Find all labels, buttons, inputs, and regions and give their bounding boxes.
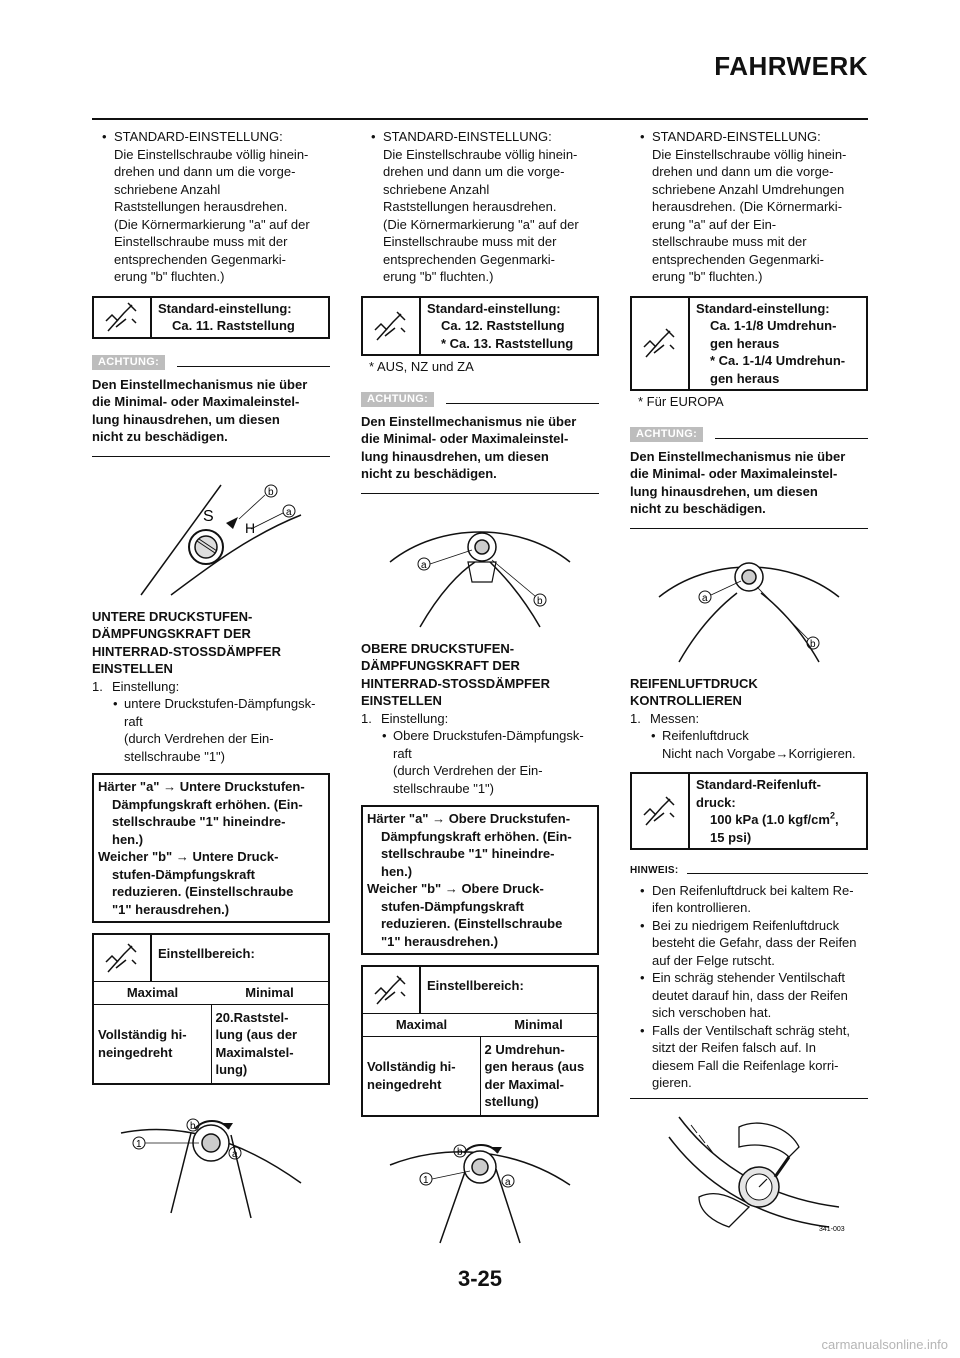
callout-1: 1 [423, 1174, 429, 1186]
callout-b: b [457, 1146, 463, 1158]
section-title: REIFENLUFTDRUCK KONTROLLIEREN [630, 675, 758, 708]
spec-value-alt: * Ca. 13. Raststellung [441, 335, 574, 351]
hint-rule [687, 873, 868, 874]
warning-tag: ACHTUNG: [92, 355, 165, 370]
range-label: Einstellbereich: [158, 946, 255, 961]
range-min-value: 2 Umdrehun- gen heraus (aus der Maximal- stellung) [484, 1041, 585, 1109]
wrench-icon [94, 298, 152, 337]
range-min-value: 20.Raststel- lung (aus der Maximalstel- lung) [215, 1009, 298, 1077]
spec-box [630, 296, 868, 392]
wrench-icon [632, 774, 690, 848]
softer-lead: Weicher "b" → Obere Druck- [367, 881, 544, 896]
page-number: 3-25 [457, 1266, 503, 1291]
hint-item: • Den Reifenluftdruck bei kaltem Re- ifen kontrollieren. [630, 882, 868, 917]
step [361, 710, 599, 728]
range-box [92, 933, 330, 1085]
warning-text: Den Einstellmechanismus nie über die Minimal- oder Maximaleinstel- lung hinausdrehen, um diesen nicht zu beschädigen. [92, 376, 330, 457]
tire-spec-psi: 15 psi) [710, 829, 752, 845]
range-label: Einstellbereich: [427, 978, 524, 993]
hint-item: • Ein schräg stehender Ventilschaft deutet darauf hin, dass der Reifen sich verschoben hat. [630, 969, 868, 1022]
tire-spec-tail: , [834, 812, 839, 827]
range-max-header: Maximal [126, 985, 179, 1000]
spec-value-alt: * Ca. 1-1/4 Umdrehun- gen heraus [710, 353, 846, 386]
warning-text: Den Einstellmechanismus nie über die Minimal- oder Maximaleinstel- lung hinausdrehen, um diesen nicht zu beschädigen. [630, 448, 868, 529]
callout-a: a [286, 506, 292, 518]
callout-1: 1 [136, 1138, 142, 1150]
right-adjuster-illustration [649, 537, 849, 667]
spec-value: Ca. 1-1/8 Umdrehun- gen heraus [710, 318, 837, 351]
tire-spec-sup: 2 [829, 810, 835, 821]
spec-box [92, 296, 330, 339]
step [630, 710, 868, 728]
adjustment-box [361, 805, 599, 955]
warning-rule [715, 438, 868, 439]
callout-a: a [505, 1176, 511, 1188]
lower-adjuster-illustration [111, 1093, 311, 1223]
step-label: Einstellung: [112, 678, 180, 694]
range-max-value: Vollständig hi- neingedreht [94, 1005, 212, 1083]
range-max-header: Maximal [395, 1017, 448, 1032]
warning-rule [177, 366, 330, 367]
harder-lead: Härter "a" → Untere Druckstufen- [98, 779, 305, 794]
spec-label: Standard-einstellung: [696, 300, 830, 316]
callout-b: b [537, 595, 543, 607]
footnote: * AUS, NZ und ZA [369, 359, 474, 374]
page-title: FAHRWERK [714, 51, 868, 81]
callout-a: a [702, 592, 708, 604]
step-number: 1. [361, 710, 372, 726]
wrench-icon [94, 935, 152, 981]
sub-bullet: • Reifenluftdruck [630, 727, 868, 745]
harder-lead: Härter "a" → Obere Druckstufen- [367, 811, 571, 826]
step-number: 1. [92, 678, 103, 694]
hint-item: • Bei zu niedrigem Reifenluftdruck besteht die Gefahr, dass der Reifen auf der Felge rutscht. [630, 917, 868, 970]
sub-bullet: • untere Druckstufen-Dämpfungsk- raft [92, 695, 330, 730]
tire-spec-value: 100 kPa (1.0 kgf/cm [710, 812, 830, 827]
upper-adjuster-turn-illustration [380, 1125, 580, 1245]
step-label: Einstellung: [381, 710, 449, 726]
warning-text: Den Einstellmechanismus nie über die Minimal- oder Maximaleinstel- lung hinausdrehen, um diesen nicht zu beschädigen. [361, 413, 599, 494]
spec-label: Standard-einstellung: [427, 300, 561, 316]
sub-bullet: • Obere Druckstufen-Dämpfungsk- raft [361, 727, 599, 762]
hint-item: • Falls der Ventilschaft schräg steht, sitzt der Reifen falsch auf. In diesem Fall die Reifenlage korri- gieren. [630, 1022, 868, 1092]
header-rule [92, 118, 868, 120]
tire-spec-label: Standard-Reifenluft- druck: [696, 777, 821, 810]
footnote: * Für EUROPA [638, 394, 724, 409]
tire-gauge-illustration [639, 1107, 859, 1237]
callout-a: a [421, 559, 427, 571]
wrench-icon [363, 967, 421, 1013]
adjustment-box [92, 773, 330, 923]
spec-value: Ca. 11. Raststellung [172, 318, 295, 333]
step-number: 1. [630, 710, 641, 726]
warning-rule [446, 403, 599, 404]
column-right [630, 128, 868, 1237]
hint-tag: HINWEIS: [630, 865, 679, 876]
spec-box [361, 296, 599, 357]
tire-spec-box [630, 772, 868, 850]
standard-setting-text: • STANDARD-EINSTELLUNG: Die Einstellschraube völlig hinein- drehen und dann um die vorge- schriebene Anzahl Umdrehungen herausdrehen. (Die Körnermarki- erung "a" auf der Ein- stellschraube muss mit der entsprechenden Gegenmarki- erung "b" fluchten.) [630, 128, 868, 286]
callout-b: b [268, 486, 274, 498]
hint-list [630, 882, 868, 1099]
range-max-value: Vollständig hi- neingedreht [363, 1037, 481, 1115]
sub-text: (durch Verdrehen der Ein- stellschraube "1") [393, 763, 543, 796]
wrench-icon [363, 298, 421, 355]
section-title: OBERE DRUCKSTUFEN- DÄMPFUNGSKRAFT DER HINTERRAD-STOSSDÄMPFER EINSTELLEN [361, 640, 550, 708]
spec-value: Ca. 12. Raststellung [441, 318, 565, 333]
callout-b: b [810, 638, 816, 650]
letter-h: H [245, 519, 256, 536]
standard-setting-text: • STANDARD-EINSTELLUNG: Die Einstellschraube völlig hinein- drehen und dann um die vorge- schriebene Anzahl Raststellungen herausdrehen. (Die Körnermarkierung "a" auf der Einstellschraube muss mit der entsprechenden Gegenmarki- erung "b" fluchten.) [92, 128, 330, 286]
range-box [361, 965, 599, 1117]
column-left [92, 128, 330, 1223]
step-label: Messen: [650, 710, 700, 726]
softer-text: stufen-Dämpfungskraft reduzieren. (Einstellschraube "1" herausdrehen.) [381, 898, 563, 949]
letter-s: S [203, 507, 214, 525]
standard-setting-text: • STANDARD-EINSTELLUNG: Die Einstellschraube völlig hinein- drehen und dann um die vorge- schriebene Anzahl Raststellungen herausdrehen. (Die Körnermarkierung "a" auf der Einstellschraube muss mit der entsprechenden Gegenmarki- erung "b" fluchten.) [361, 128, 599, 286]
warning-tag: ACHTUNG: [630, 427, 703, 442]
harder-text: Dämpfungskraft erhöhen. (Ein- stellschraube "1" hineindre- hen.) [381, 828, 572, 879]
softer-text: stufen-Dämpfungskraft reduzieren. (Einstellschraube "1" herausdrehen.) [112, 866, 294, 917]
sub-text: (durch Verdrehen der Ein- stellschraube "1") [124, 731, 274, 764]
callout-a: a [232, 1148, 238, 1160]
warning-tag: ACHTUNG: [361, 392, 434, 407]
callout-b: b [190, 1120, 196, 1132]
watermark: carmanualsonline.info [821, 1337, 948, 1352]
range-min-header: Minimal [514, 1017, 563, 1032]
illustration-code: 341-003 [819, 1225, 845, 1233]
upper-adjuster-illustration [380, 502, 580, 632]
harder-text: Dämpfungskraft erhöhen. (Ein- stellschraube "1" hineindre- hen.) [112, 796, 303, 847]
range-min-header: Minimal [245, 985, 294, 1000]
wrench-icon [632, 298, 690, 390]
sub-text: Nicht nach Vorgabe→Korrigieren. [662, 745, 856, 761]
section-title: UNTERE DRUCKSTUFEN- DÄMPFUNGSKRAFT DER HINTERRAD-STOSSDÄMPFER EINSTELLEN [92, 608, 281, 676]
step [92, 678, 330, 696]
adjuster-illustration [111, 465, 311, 600]
spec-label: Standard-einstellung: [158, 300, 292, 316]
column-middle [361, 128, 599, 1245]
softer-lead: Weicher "b" → Untere Druck- [98, 849, 279, 864]
